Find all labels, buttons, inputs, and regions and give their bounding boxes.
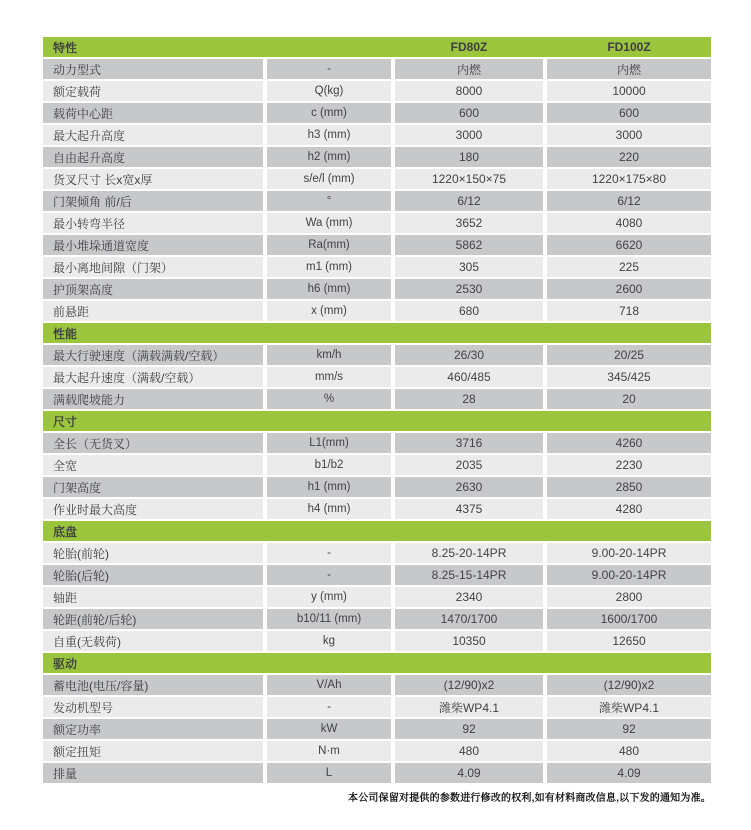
spec-unit: s/e/l (mm) [267, 169, 391, 189]
value-fd80z: 3652 [395, 213, 543, 233]
table-row [43, 631, 711, 651]
spec-unit: - [267, 697, 391, 717]
spec-unit: L1(mm) [267, 433, 391, 453]
spec-unit: N·m [267, 741, 391, 761]
value-fd100z: 9.00-20-14PR [547, 543, 711, 563]
spec-unit: h4 (mm) [267, 499, 391, 519]
spec-label: 作业时最大高度 [43, 499, 263, 519]
value-fd80z: 305 [395, 257, 543, 277]
table-row [43, 675, 711, 695]
spec-label: 自由起升高度 [43, 147, 263, 167]
forklift-spec-sheet [43, 37, 711, 804]
spec-table-body [43, 59, 711, 783]
value-fd100z: 4260 [547, 433, 711, 453]
value-fd80z: 4.09 [395, 763, 543, 783]
value-fd100z: 2800 [547, 587, 711, 607]
spec-label: 轮胎(前轮) [43, 543, 263, 563]
value-fd100z: 4280 [547, 499, 711, 519]
value-fd100z: 480 [547, 741, 711, 761]
value-fd80z: 潍柴WP4.1 [395, 697, 543, 717]
section-band [43, 653, 711, 673]
spec-unit: - [267, 565, 391, 585]
spec-label: 最大行驶速度（满载满载/空载） [43, 345, 263, 365]
table-row [43, 763, 711, 783]
value-fd100z: 2850 [547, 477, 711, 497]
section-title: 尺寸 [53, 414, 78, 429]
value-fd80z: 2035 [395, 455, 543, 475]
spec-label: 最小堆垛通道宽度 [43, 235, 263, 255]
table-row [43, 609, 711, 629]
value-fd80z: 3000 [395, 125, 543, 145]
value-fd80z: 8000 [395, 81, 543, 101]
spec-label: 轮胎(后轮) [43, 565, 263, 585]
value-fd100z: 20/25 [547, 345, 711, 365]
spec-unit: - [267, 59, 391, 79]
spec-unit: L [267, 763, 391, 783]
spec-unit: Ra(mm) [267, 235, 391, 255]
spec-label: 最大起升高度 [43, 125, 263, 145]
value-fd100z: 718 [547, 301, 711, 321]
value-fd80z: 26/30 [395, 345, 543, 365]
value-fd100z: 10000 [547, 81, 711, 101]
section-band [43, 323, 711, 343]
value-fd80z: 内燃 [395, 59, 543, 79]
value-fd80z: 4375 [395, 499, 543, 519]
footer-note: 本公司保留对提供的参数进行修改的权利,如有材料商改信息,以下发的通知为准。 [348, 793, 711, 804]
table-row [43, 543, 711, 563]
section-title: 驱动 [53, 656, 78, 671]
spec-label: 额定功率 [43, 719, 263, 739]
value-fd80z: 8.25-15-14PR [395, 565, 543, 585]
spec-label: 全宽 [43, 455, 263, 475]
table-row [43, 455, 711, 475]
spec-unit: Q(kg) [267, 81, 391, 101]
spec-unit: x (mm) [267, 301, 391, 321]
spec-unit: V/Ah [267, 675, 391, 695]
value-fd80z: 180 [395, 147, 543, 167]
value-fd100z: 3000 [547, 125, 711, 145]
table-row [43, 499, 711, 519]
value-fd80z: (12/90)x2 [395, 675, 543, 695]
spec-unit: c (mm) [267, 103, 391, 123]
section-band [43, 411, 711, 431]
table-row [43, 587, 711, 607]
spec-unit: h6 (mm) [267, 279, 391, 299]
table-row [43, 257, 711, 277]
table-row [43, 191, 711, 211]
spec-unit: kg [267, 631, 391, 651]
value-fd100z: 6620 [547, 235, 711, 255]
table-row [43, 565, 711, 585]
value-fd100z: 9.00-20-14PR [547, 565, 711, 585]
spec-label: 前悬距 [43, 301, 263, 321]
table-row [43, 81, 711, 101]
table-row [43, 367, 711, 387]
value-fd80z: 6/12 [395, 191, 543, 211]
table-row [43, 301, 711, 321]
spec-label: 蓄电池(电压/容量) [43, 675, 263, 695]
spec-label: 满载爬坡能力 [43, 389, 263, 409]
spec-label: 门架高度 [43, 477, 263, 497]
table-row [43, 345, 711, 365]
spec-label: 排量 [43, 763, 263, 783]
spec-unit: b1/b2 [267, 455, 391, 475]
value-fd80z: 2340 [395, 587, 543, 607]
spec-label: 动力型式 [43, 59, 263, 79]
spec-label: 额定扭矩 [43, 741, 263, 761]
value-fd80z: 28 [395, 389, 543, 409]
value-fd80z: 680 [395, 301, 543, 321]
table-row [43, 59, 711, 79]
spec-unit: kW [267, 719, 391, 739]
value-fd100z: 1600/1700 [547, 609, 711, 629]
table-row [43, 125, 711, 145]
value-fd100z: 1220×175×80 [547, 169, 711, 189]
value-fd80z: 1470/1700 [395, 609, 543, 629]
spec-label: 自重(无载荷) [43, 631, 263, 651]
value-fd80z: 8.25-20-14PR [395, 543, 543, 563]
table-row [43, 169, 711, 189]
value-fd80z: 5862 [395, 235, 543, 255]
header-feature-label: 特性 [53, 40, 78, 55]
section-band [43, 521, 711, 541]
spec-label: 最小离地间隙（门架） [43, 257, 263, 277]
spec-label: 门架倾角 前/后 [43, 191, 263, 211]
table-row [43, 719, 711, 739]
value-fd100z: (12/90)x2 [547, 675, 711, 695]
table-row [43, 433, 711, 453]
value-fd100z: 220 [547, 147, 711, 167]
table-row [43, 741, 711, 761]
table-row [43, 389, 711, 409]
value-fd100z: 600 [547, 103, 711, 123]
spec-unit: - [267, 543, 391, 563]
value-fd100z: 225 [547, 257, 711, 277]
section-title: 底盘 [53, 524, 78, 539]
value-fd100z: 2230 [547, 455, 711, 475]
spec-unit: Wa (mm) [267, 213, 391, 233]
value-fd80z: 10350 [395, 631, 543, 651]
section-title: 性能 [53, 326, 78, 341]
spec-unit: b10/11 (mm) [267, 609, 391, 629]
table-row [43, 697, 711, 717]
value-fd100z: 92 [547, 719, 711, 739]
spec-label: 最小转弯半径 [43, 213, 263, 233]
table-header-row [43, 37, 711, 57]
value-fd100z: 12650 [547, 631, 711, 651]
spec-label: 护顶架高度 [43, 279, 263, 299]
spec-unit: h2 (mm) [267, 147, 391, 167]
value-fd80z: 600 [395, 103, 543, 123]
table-row [43, 147, 711, 167]
value-fd100z: 内燃 [547, 59, 711, 79]
spec-unit: mm/s [267, 367, 391, 387]
spec-unit: h1 (mm) [267, 477, 391, 497]
value-fd100z: 345/425 [547, 367, 711, 387]
value-fd100z: 20 [547, 389, 711, 409]
table-row [43, 103, 711, 123]
spec-unit: y (mm) [267, 587, 391, 607]
spec-label: 额定载荷 [43, 81, 263, 101]
spec-label: 发动机型号 [43, 697, 263, 717]
table-row [43, 477, 711, 497]
table-row [43, 213, 711, 233]
value-fd100z: 4080 [547, 213, 711, 233]
table-row [43, 235, 711, 255]
value-fd100z: 2600 [547, 279, 711, 299]
spec-unit: km/h [267, 345, 391, 365]
value-fd100z: 4.09 [547, 763, 711, 783]
value-fd80z: 92 [395, 719, 543, 739]
spec-unit: ° [267, 191, 391, 211]
spec-label: 最大起升速度（满载/空载） [43, 367, 263, 387]
spec-label: 轴距 [43, 587, 263, 607]
header-model-fd80z: FD80Z [450, 40, 488, 54]
value-fd80z: 3716 [395, 433, 543, 453]
spec-label: 货叉尺寸 长x宽x厚 [43, 169, 263, 189]
spec-label: 全长（无货叉） [43, 433, 263, 453]
value-fd100z: 潍柴WP4.1 [547, 697, 711, 717]
value-fd80z: 480 [395, 741, 543, 761]
value-fd80z: 2630 [395, 477, 543, 497]
spec-unit: m1 (mm) [267, 257, 391, 277]
spec-label: 载荷中心距 [43, 103, 263, 123]
spec-unit: % [267, 389, 391, 409]
spec-unit: h3 (mm) [267, 125, 391, 145]
spec-label: 轮距(前轮/后轮) [43, 609, 263, 629]
value-fd80z: 2530 [395, 279, 543, 299]
value-fd80z: 1220×150×75 [395, 169, 543, 189]
value-fd80z: 460/485 [395, 367, 543, 387]
header-model-fd100z: FD100Z [607, 40, 651, 54]
table-row [43, 279, 711, 299]
value-fd100z: 6/12 [547, 191, 711, 211]
